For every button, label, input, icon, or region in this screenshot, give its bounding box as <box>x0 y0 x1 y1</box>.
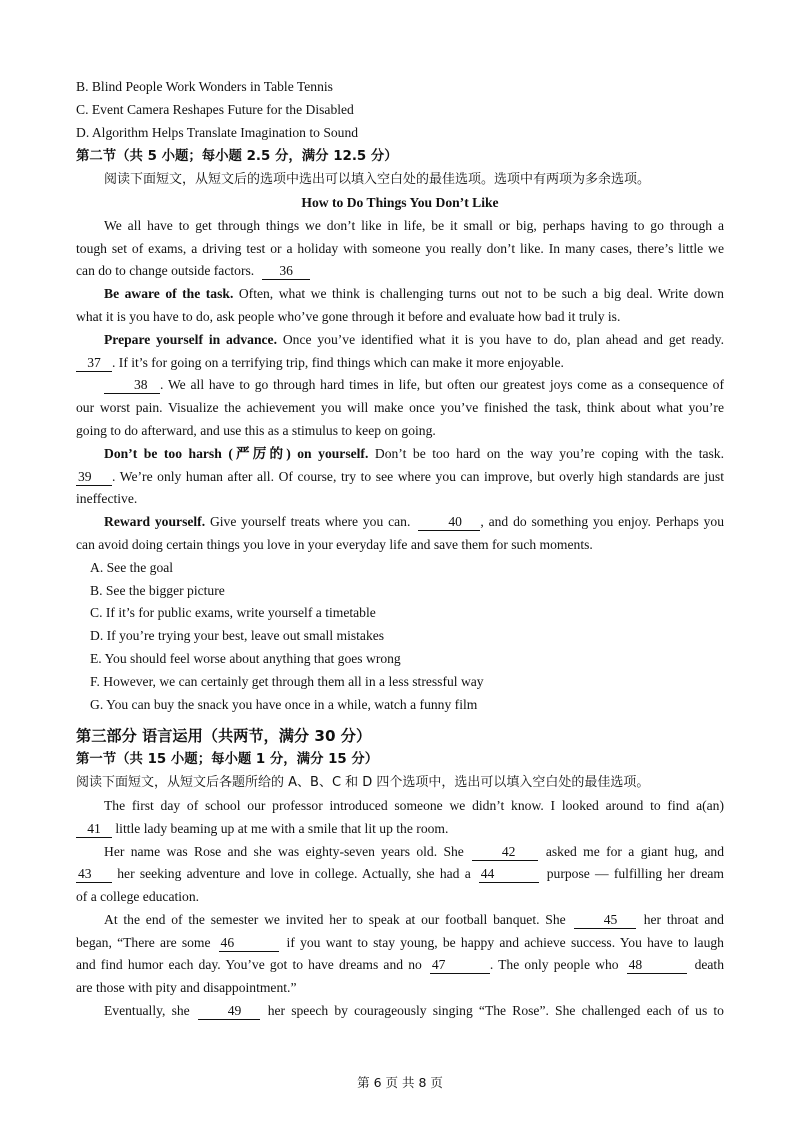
part3-heading: 第三部分 语言运用（共两节，满分 30 分） <box>76 727 372 746</box>
blank-40[interactable]: 40 <box>418 514 480 531</box>
cloze-p4-line1: Eventually, she 49 her speech by courageously singing “The Rose”. She challenged each of us to <box>104 1003 724 1019</box>
p1-line2: tough set of exams, a driving test or a holiday with someone you really don’t like. In many cases, there’s little we <box>76 240 724 256</box>
blank-39[interactable]: 39 <box>76 469 112 486</box>
option-a: A. See the goal <box>90 559 174 575</box>
p4-line2: our worst pain. Visualize the achievement you will make once you’ve finished the task, think about what you’re <box>76 400 724 416</box>
blank-36[interactable]: 36 <box>262 263 310 280</box>
blank-45[interactable]: 45 <box>574 912 636 929</box>
cloze-p1-line1: The first day of school our professor introduced someone we didn’t know. I looked around to find a(an) <box>104 797 724 813</box>
blank-38[interactable]: 38 <box>104 377 160 394</box>
section2-instruction: 阅读下面短文，从短文后的选项中选出可以填入空白处的最佳选项。选项中有两项为多余选项。 <box>104 172 651 188</box>
cloze-p1-line2: 41 little lady beaming up at me with a smile that lit up the room. <box>76 818 724 841</box>
p1-line3: can do to change outside factors. 36 <box>76 260 724 283</box>
p2-bold: Be aware of the task. <box>104 286 234 302</box>
p5-line2: 39 . We’re only human after all. Of course, try to see where you can improve, but overly high standards are just <box>78 468 724 484</box>
part3-instruction: 阅读下面短文，从短文后各题所给的 A、B、C 和 D 四个选项中，选出可以填入空白处的最佳选项。 <box>76 775 650 791</box>
p6-bold: Reward yourself. <box>104 514 206 530</box>
option-b: B. See the bigger picture <box>90 582 225 598</box>
blank-41[interactable]: 41 <box>76 821 112 838</box>
cloze-p2-line2: 43 her seeking adventure and love in college. Actually, she had a 44 purpose — fulfilling her dream <box>78 866 724 882</box>
part3-subheading: 第一节（共 15 小题；每小题 1 分，满分 15 分） <box>76 752 379 768</box>
blank-44[interactable]: 44 <box>479 866 539 883</box>
p6-line2: can avoid doing certain things you love in your everyday life and save them for such moments. <box>76 536 593 552</box>
option-b-prev: B. Blind People Work Wonders in Table Tennis <box>76 79 333 94</box>
p2-line1: Be aware of the task. Often, what we think is challenging turns out not to be such a big deal. Write down <box>104 286 724 302</box>
exam-page <box>76 76 724 1023</box>
p5-line3: ineffective. <box>76 491 138 507</box>
cloze-p2-line3: of a college education. <box>76 889 200 905</box>
option-d-prev: D. Algorithm Helps Translate Imagination to Sound <box>76 124 359 140</box>
page-footer: 第 6 页 共 8 页 <box>357 1075 443 1090</box>
section2-heading: 第二节（共 5 小题；每小题 2.5 分，满分 12.5 分） <box>76 149 398 165</box>
cloze-p3-line1: At the end of the semester we invited her to speak at our football banquet. She 45 her throat and <box>104 911 724 927</box>
p1-line1: We all have to get through things we don’t like in life, be it small or big, perhaps having to go through a <box>104 217 724 233</box>
cloze-p3-line2: began, “There are some 46 if you want to stay young, be happy and achieve success. You have to laugh <box>76 934 724 950</box>
blank-48[interactable]: 48 <box>627 957 687 974</box>
option-f: F. However, we can certainly get through them all in a less stressful way <box>90 673 484 689</box>
p3-bold: Prepare yourself in advance. <box>104 331 277 347</box>
p3-line1: Prepare yourself in advance. Once you’ve identified what it is you have to do, plan ahead and get ready. <box>104 331 724 347</box>
p3-line2: 37 . If it’s for going on a terrifying trip, find things which can make it more enjoyable. <box>76 352 724 375</box>
p5-line1: Don’t be too harsh (严厉的) on yourself. Don’t be too hard on the way you’re coping with the task. <box>104 445 724 462</box>
blank-47[interactable]: 47 <box>430 957 490 974</box>
blank-42[interactable]: 42 <box>472 844 538 861</box>
cloze-p3-line3: and find humor each day. You’ve got to have dreams and no 47 . The only people who 48 death <box>76 957 725 973</box>
blank-43[interactable]: 43 <box>76 866 112 883</box>
p4-line1: 38 . We all have to go through hard times in life, but often our greatest joys come as a consequence of <box>76 374 724 397</box>
blank-37[interactable]: 37 <box>76 355 112 372</box>
cloze-p3-line4: are those with pity and disappointment.” <box>76 980 297 996</box>
option-c-prev: C. Event Camera Reshapes Future for the Disabled <box>76 101 354 117</box>
option-d: D. If you’re trying your best, leave out small mistakes <box>90 628 385 644</box>
option-g: G. You can buy the snack you have once in a while, watch a funny film <box>90 696 478 712</box>
blank-49[interactable]: 49 <box>198 1003 260 1020</box>
blank-46[interactable]: 46 <box>219 935 279 952</box>
p2-line2: what it is you have to do, ask people who’ve gone through it before and evaluate how bad it truly is. <box>76 308 621 324</box>
p4-line3: going to do afterward, and use this as a stimulus to keep on going. <box>76 422 436 438</box>
p6-line1: Reward yourself. Give yourself treats where you can. 40 , and do something you enjoy. Perhaps you <box>104 514 724 530</box>
option-e: E. You should feel worse about anything that goes wrong <box>90 650 401 666</box>
option-c: C. If it’s for public exams, write yourself a timetable <box>90 605 376 621</box>
cloze-p2-line1: Her name was Rose and she was eighty-seven years old. She 42 asked me for a giant hug, and <box>104 843 724 859</box>
passage-title: How to Do Things You Don’t Like <box>301 194 499 210</box>
